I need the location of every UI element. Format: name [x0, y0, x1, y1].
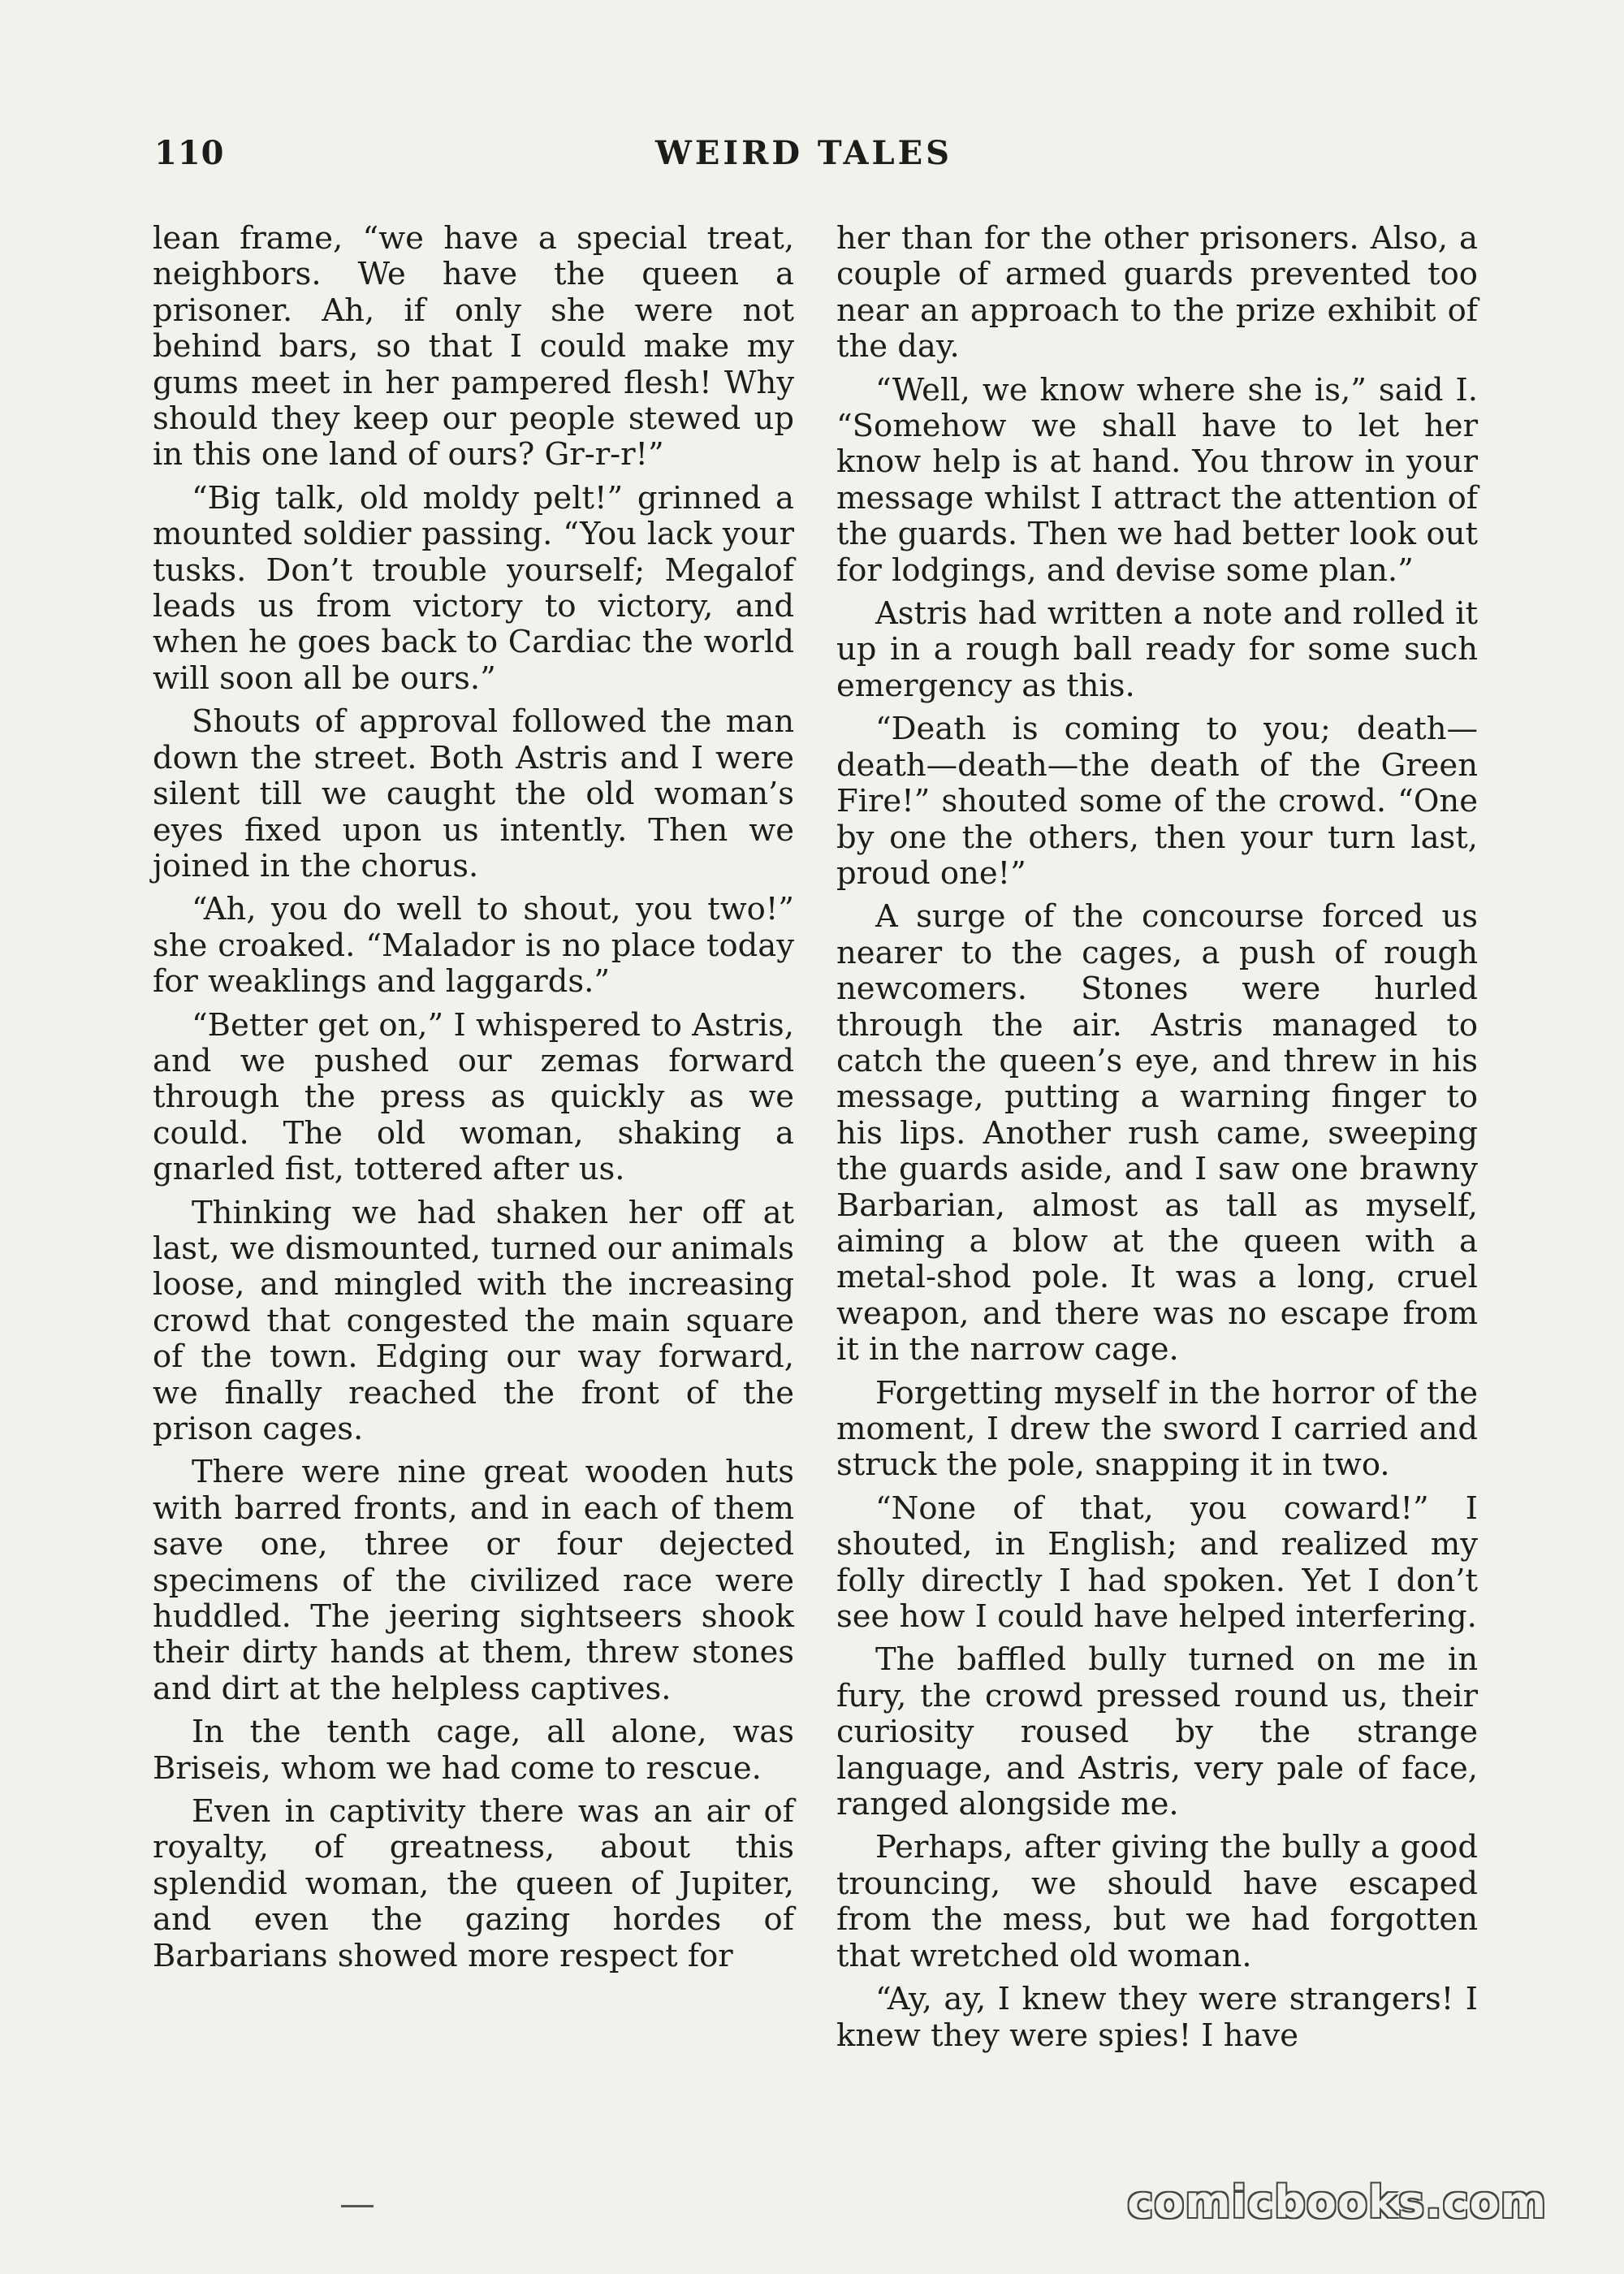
- paragraph: “Ay, ay, I knew they were strangers! I knew they were spies! I have: [836, 1981, 1478, 2054]
- paragraph: Astris had written a note and rolled it up in a rough ball ready for some such emergency as this.: [836, 595, 1478, 704]
- paragraph: “Well, we know where she is,” said I. “Somehow we shall have to let her know help is at hand. You throw in your message whilst I attract the attention of the guards. Then we had better look out for lodgings, and devise some plan.”: [836, 371, 1478, 589]
- paragraph: “Ah, you do well to shout, you two!” she croaked. “Malador is no place today for weaklings and laggards.”: [153, 891, 794, 1001]
- paragraph: A surge of the concourse forced us nearer to the cages, a push of rough newcomers. Stones were hurled through the air. Astris managed to catch the queen’s eye, and threw in his message, putting a warning finger to his lips. Another rush came, sweeping the guards aside, and I saw one brawny Barbarian, almost as tall as myself, aiming a blow at the queen with a metal-shod pole. It was a long, cruel weapon, and there was no escape from it in the narrow cage.: [836, 898, 1478, 1368]
- paragraph: Perhaps, after giving the bully a good trouncing, we should have escaped from the mess, but we had forgotten that wretched old woman.: [836, 1829, 1478, 1974]
- paragraph: Shouts of approval followed the man down the street. Both Astris and I were silent till we caught the old woman’s eyes fixed upon us intently. Then we joined in the chorus.: [153, 703, 794, 884]
- paragraph: The baffled bully turned on me in fury, the crowd pressed round us, their curiosity roused by the strange language, and Astris, very pale of face, ranged alongside me.: [836, 1641, 1478, 1823]
- paragraph: “None of that, you coward!” I shouted, in English; and realized my folly directly I had spoken. Yet I don’t see how I could have helped interfering.: [836, 1489, 1478, 1636]
- paragraph: “Better get on,” I whispered to Astris, and we pushed our zemas forward through the press as quickly as we could. The old woman, shaking a gnarled fist, tottered after us.: [153, 1006, 794, 1188]
- paragraph: Forgetting myself in the horror of the moment, I drew the sword I carried and struck the pole, snapping it in two.: [836, 1374, 1478, 1484]
- footer-dash: [341, 2205, 374, 2207]
- running-title: WEIRD TALES: [654, 134, 953, 172]
- paragraph: Thinking we had shaken her off at last, we dismounted, turned our animals loose, and mingled with the increasing crowd that congested the main square of the town. Edging our way forward, we finally reached the front of the prison cages.: [153, 1194, 794, 1447]
- page-number: 110: [154, 134, 225, 172]
- paragraph: lean frame, “we have a special treat, neighbors. We have the queen a prisoner. Ah, if only she were not behind bars, so that I could make my gums meet in her pampered flesh! Why should they keep our people stewed up in this one land of ours? Gr-r-r!”: [153, 220, 794, 473]
- right-column: [836, 221, 1478, 2061]
- left-column: [153, 221, 794, 1982]
- paragraph: “Big talk, old moldy pelt!” grinned a mounted soldier passing. “You lack your tusks. Don’t trouble yourself; Megalof leads us from victory to victory, and when he goes back to Cardiac the world will soon all be ours.”: [153, 479, 794, 697]
- paragraph: her than for the other prisoners. Also, a couple of armed guards prevented too near an approach to the prize exhibit of the day.: [836, 220, 1478, 365]
- paragraph: “Death is coming to you; death—death—death—the death of the Green Fire!” shouted some of the crowd. “One by one the others, then your turn last, proud one!”: [836, 711, 1478, 892]
- paragraph: Even in captivity there was an air of royalty, of greatness, about this splendid woman, the queen of Jupiter, and even the gazing hordes of Barbarians showed more respect for: [153, 1793, 794, 1974]
- watermark: comicbooks.com: [1127, 2177, 1547, 2228]
- page-header: [154, 134, 1453, 183]
- paragraph: There were nine great wooden huts with barred fronts, and in each of them save one, three or four dejected specimens of the civilized race were huddled. The jeering sightseers shook their dirty hands at them, threw stones and dirt at the helpless captives.: [153, 1454, 794, 1707]
- paragraph: In the tenth cage, all alone, was Briseis, whom we had come to rescue.: [153, 1714, 794, 1787]
